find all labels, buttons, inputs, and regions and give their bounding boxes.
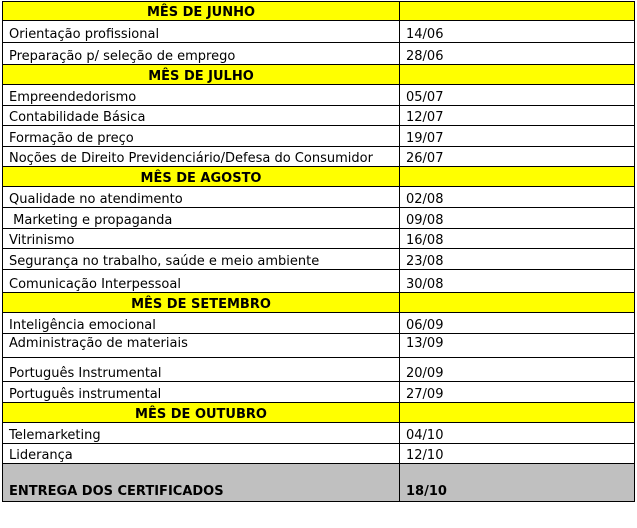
- month-header-empty-cell: [400, 65, 635, 85]
- course-name: Comunicação Interpessoal: [3, 270, 400, 293]
- course-name: Inteligência emocional: [3, 313, 400, 334]
- month-header-empty-cell: [400, 2, 635, 21]
- course-name: Marketing e propaganda: [3, 208, 400, 229]
- month-name: MÊS DE OUTUBRO: [3, 403, 400, 423]
- month-header-row: [3, 403, 635, 423]
- month-header-row: [3, 2, 635, 21]
- course-row: [3, 43, 635, 65]
- month-header-empty-cell: [400, 167, 635, 187]
- course-name: Empreendedorismo: [3, 85, 400, 106]
- course-date: 09/08: [400, 208, 635, 229]
- course-row: [3, 229, 635, 249]
- course-date: 20/09: [400, 358, 635, 382]
- course-date: 13/09: [400, 334, 635, 358]
- course-name: Contabilidade Básica: [3, 106, 400, 126]
- month-header-row: [3, 65, 635, 85]
- course-row: [3, 187, 635, 208]
- course-date: 12/07: [400, 106, 635, 126]
- course-row: [3, 21, 635, 43]
- course-row: [3, 126, 635, 147]
- course-name: Português Instrumental: [3, 358, 400, 382]
- course-name: Liderança: [3, 444, 400, 464]
- course-row: [3, 358, 635, 382]
- course-name: Preparação p/ seleção de emprego: [3, 43, 400, 65]
- month-header-row: [3, 293, 635, 313]
- course-name: Qualidade no atendimento: [3, 187, 400, 208]
- course-date: 26/07: [400, 147, 635, 167]
- course-name: Formação de preço: [3, 126, 400, 147]
- course-date: 05/07: [400, 85, 635, 106]
- course-name: Segurança no trabalho, saúde e meio ambiente: [3, 249, 400, 270]
- course-date: 27/09: [400, 382, 635, 403]
- month-name: MÊS DE JULHO: [3, 65, 400, 85]
- course-date: 12/10: [400, 444, 635, 464]
- course-name: Português instrumental: [3, 382, 400, 403]
- certificate-delivery-row: [3, 464, 635, 502]
- course-name: Vitrinismo: [3, 229, 400, 249]
- course-name: Orientação profissional: [3, 21, 400, 43]
- course-name: Noções de Direito Previdenciário/Defesa do Consumidor: [3, 147, 400, 167]
- course-row: [3, 249, 635, 270]
- course-date: 02/08: [400, 187, 635, 208]
- course-date: 14/06: [400, 21, 635, 43]
- schedule-body: [3, 2, 635, 502]
- month-name: MÊS DE SETEMBRO: [3, 293, 400, 313]
- course-row: [3, 270, 635, 293]
- course-date: 23/08: [400, 249, 635, 270]
- month-header-empty-cell: [400, 403, 635, 423]
- course-row: [3, 208, 635, 229]
- course-row: [3, 85, 635, 106]
- course-row: [3, 334, 635, 358]
- course-date: 30/08: [400, 270, 635, 293]
- course-row: [3, 382, 635, 403]
- month-name: MÊS DE JUNHO: [3, 2, 400, 21]
- course-row: [3, 423, 635, 444]
- course-date: 04/10: [400, 423, 635, 444]
- certificate-delivery-label: ENTREGA DOS CERTIFICADOS: [3, 464, 400, 502]
- course-row: [3, 147, 635, 167]
- month-header-row: [3, 167, 635, 187]
- course-row: [3, 106, 635, 126]
- course-date: 06/09: [400, 313, 635, 334]
- course-date: 16/08: [400, 229, 635, 249]
- course-schedule-table: [2, 1, 635, 502]
- course-date: 19/07: [400, 126, 635, 147]
- course-date: 28/06: [400, 43, 635, 65]
- course-row: [3, 444, 635, 464]
- course-row: [3, 313, 635, 334]
- course-name: Administração de materiais: [3, 334, 400, 358]
- month-name: MÊS DE AGOSTO: [3, 167, 400, 187]
- month-header-empty-cell: [400, 293, 635, 313]
- certificate-delivery-date: 18/10: [400, 464, 635, 502]
- course-name: Telemarketing: [3, 423, 400, 444]
